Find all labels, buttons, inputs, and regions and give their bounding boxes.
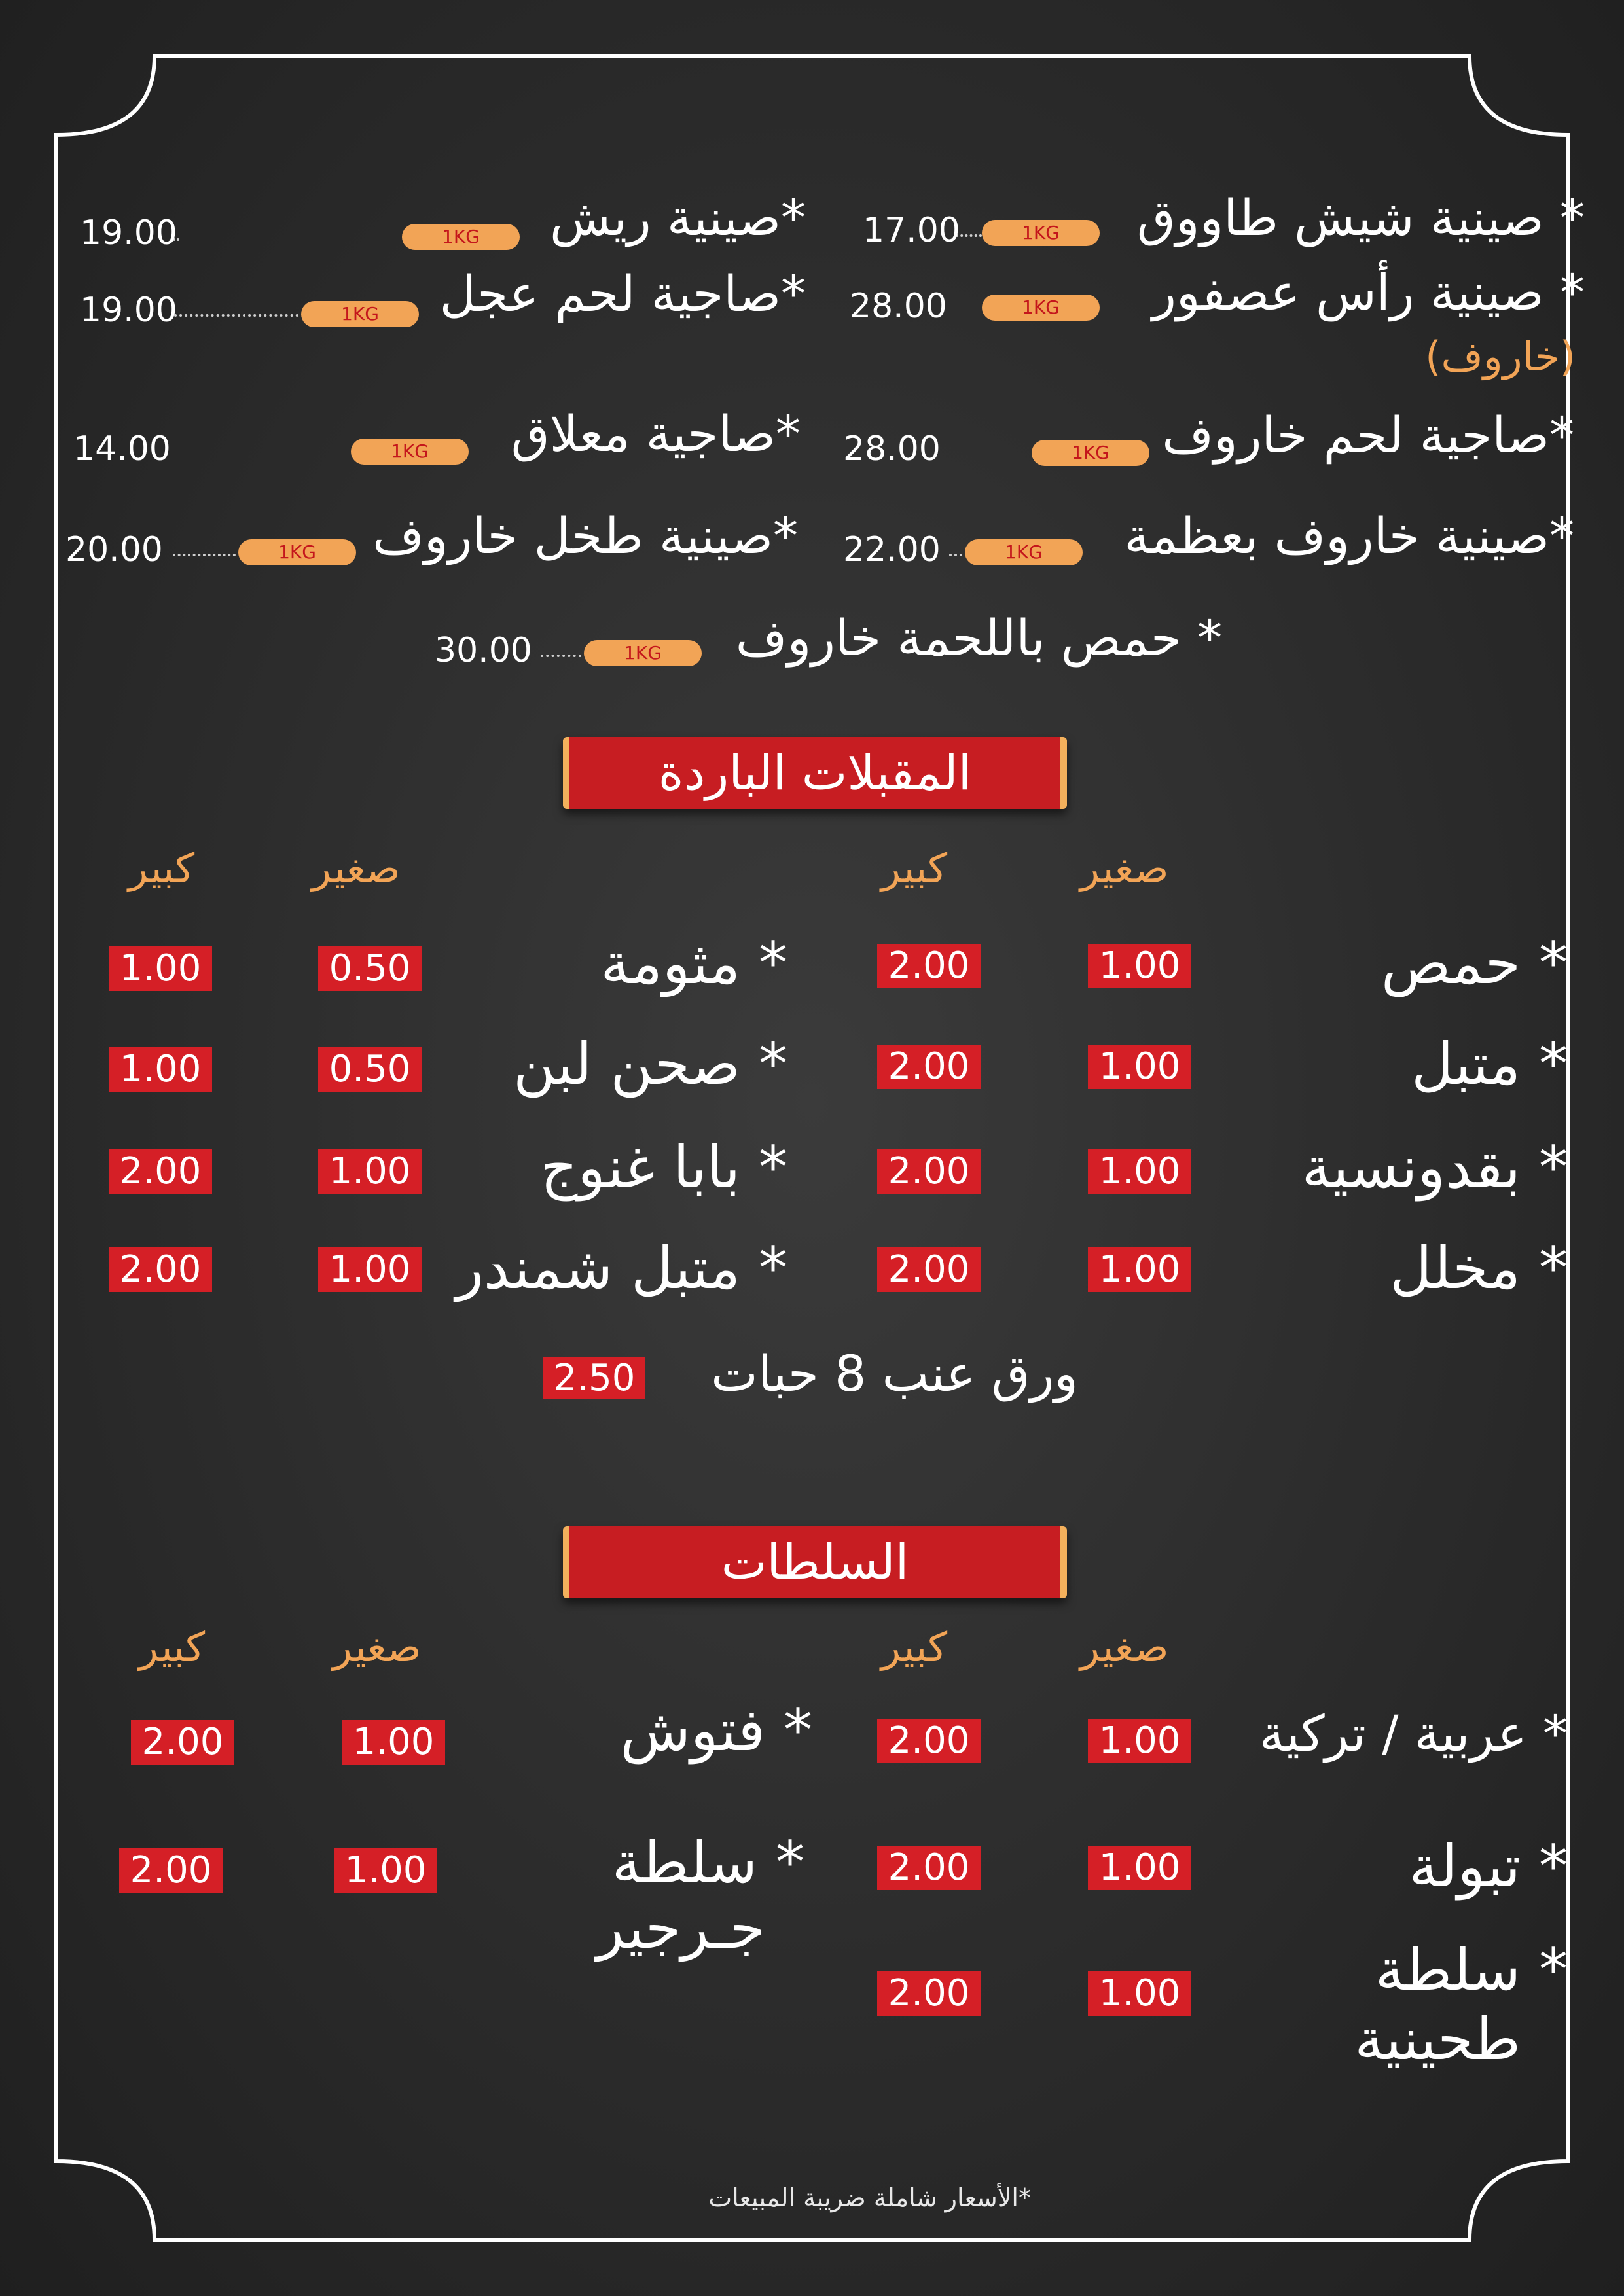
weight-badge: 1KG bbox=[584, 640, 702, 666]
dot-leader bbox=[174, 314, 298, 317]
price-small: 1.00 bbox=[342, 1720, 445, 1765]
tax-note: *الأسعار شاملة ضريبة المبيعات bbox=[708, 2183, 1031, 2212]
column-header-large: كبير bbox=[881, 844, 948, 892]
menu-item-name: * بقدونسية bbox=[1301, 1134, 1568, 1201]
menu-item-name: *صاجية لحم عجل bbox=[439, 264, 806, 323]
menu-item-price: 28.00 bbox=[850, 287, 947, 326]
weight-badge: 1KG bbox=[351, 439, 469, 465]
price-large: 2.00 bbox=[131, 1720, 234, 1765]
price-large: 1.00 bbox=[109, 946, 212, 991]
weight-badge: 1KG bbox=[301, 301, 419, 327]
menu-item-note: (خاروف) bbox=[1425, 332, 1576, 380]
menu-item-price: 2.50 bbox=[543, 1357, 645, 1399]
price-large: 2.00 bbox=[877, 1971, 981, 2016]
menu-item-price: 30.00 bbox=[435, 631, 532, 670]
menu-item-price: 22.00 bbox=[843, 530, 941, 569]
price-small: 1.00 bbox=[1088, 1846, 1191, 1890]
section-title: السلطات bbox=[563, 1526, 1067, 1598]
menu-item-name: * متبل bbox=[1411, 1030, 1568, 1098]
dot-leader bbox=[541, 655, 581, 657]
menu-item-price: 28.00 bbox=[843, 429, 941, 469]
price-large: 1.00 bbox=[109, 1047, 212, 1092]
menu-item-name: * عربية / تركية bbox=[1259, 1704, 1568, 1763]
price-small: 1.00 bbox=[1088, 1149, 1191, 1194]
menu-item-price: 17.00 bbox=[863, 211, 960, 250]
weight-badge: 1KG bbox=[982, 220, 1100, 246]
menu-item-name: * صينية رأس عصفور bbox=[1152, 263, 1585, 321]
menu-item-name: *صينية خاروف بعظمة bbox=[1124, 507, 1574, 565]
weight-badge: 1KG bbox=[238, 539, 356, 565]
price-large: 2.00 bbox=[877, 1247, 981, 1292]
menu-item-name: *صينية طخل خاروف bbox=[372, 507, 798, 565]
price-large: 2.00 bbox=[877, 1149, 981, 1194]
menu-item-name: * حمص bbox=[1380, 929, 1568, 997]
menu-item-name: ورق عنب 8 حبات bbox=[711, 1344, 1078, 1403]
price-small: 1.00 bbox=[318, 1149, 422, 1194]
menu-item-price: 19.00 bbox=[80, 213, 177, 253]
price-large: 2.00 bbox=[119, 1848, 223, 1893]
menu-item-name: * مثومة bbox=[600, 929, 787, 997]
column-header-large: كبير bbox=[128, 844, 195, 892]
section-title: المقبلات الباردة bbox=[563, 737, 1067, 809]
price-small: 1.00 bbox=[334, 1848, 437, 1893]
price-large: 2.00 bbox=[877, 1719, 981, 1763]
menu-item-price: 19.00 bbox=[80, 291, 177, 330]
menu-item-name: * سلطة bbox=[611, 1829, 804, 1896]
column-header-large: كبير bbox=[139, 1623, 206, 1671]
price-small: 1.00 bbox=[1088, 1247, 1191, 1292]
menu-item-name: *صاجية لحم خاروف bbox=[1162, 406, 1574, 464]
menu-item-name-line2: طحينية bbox=[1354, 2005, 1521, 2073]
column-header-large: كبير bbox=[881, 1623, 948, 1671]
column-header-small: صغير bbox=[333, 1623, 422, 1671]
menu-item-price: 14.00 bbox=[73, 429, 171, 469]
menu-item-name: * متبل شمندر bbox=[456, 1234, 787, 1302]
price-large: 2.00 bbox=[109, 1247, 212, 1292]
price-small: 1.00 bbox=[1088, 944, 1191, 988]
price-small: 1.00 bbox=[318, 1247, 422, 1292]
price-small: 0.50 bbox=[318, 1047, 422, 1092]
menu-item-name: * صينية شيش طاووق bbox=[1136, 188, 1585, 247]
column-header-small: صغير bbox=[312, 844, 401, 892]
menu-item-name: * فتوش bbox=[620, 1696, 812, 1764]
column-header-small: صغير bbox=[1080, 844, 1169, 892]
weight-badge: 1KG bbox=[1032, 440, 1149, 466]
menu-item-name: * سلطة bbox=[1375, 1936, 1568, 2003]
dot-leader bbox=[173, 554, 236, 556]
weight-badge: 1KG bbox=[965, 539, 1083, 565]
menu-item-name-line2: جـرجير bbox=[596, 1894, 765, 1962]
price-large: 2.00 bbox=[877, 1045, 981, 1089]
menu-item-name: * حمص باللحمة خاروف bbox=[735, 609, 1222, 667]
column-header-small: صغير bbox=[1080, 1623, 1169, 1671]
price-small: 1.00 bbox=[1088, 1971, 1191, 2016]
price-small: 1.00 bbox=[1088, 1045, 1191, 1089]
menu-item-name: * مخلل bbox=[1390, 1234, 1568, 1302]
menu-item-name: * بابا غنوج bbox=[540, 1134, 787, 1201]
price-large: 2.00 bbox=[109, 1149, 212, 1194]
price-small: 1.00 bbox=[1088, 1719, 1191, 1763]
menu-item-price: 20.00 bbox=[65, 530, 163, 569]
dot-leader bbox=[949, 554, 962, 556]
price-small: 0.50 bbox=[318, 946, 422, 991]
menu-item-name: * تبولة bbox=[1409, 1833, 1568, 1900]
weight-badge: 1KG bbox=[982, 295, 1100, 321]
price-large: 2.00 bbox=[877, 944, 981, 988]
menu-item-name: *صاجية معلاق bbox=[511, 404, 801, 463]
weight-badge: 1KG bbox=[402, 224, 520, 250]
price-large: 2.00 bbox=[877, 1846, 981, 1890]
menu-item-name: *صينية ريش bbox=[550, 188, 806, 247]
menu-item-name: * صحن لبن bbox=[513, 1030, 787, 1098]
